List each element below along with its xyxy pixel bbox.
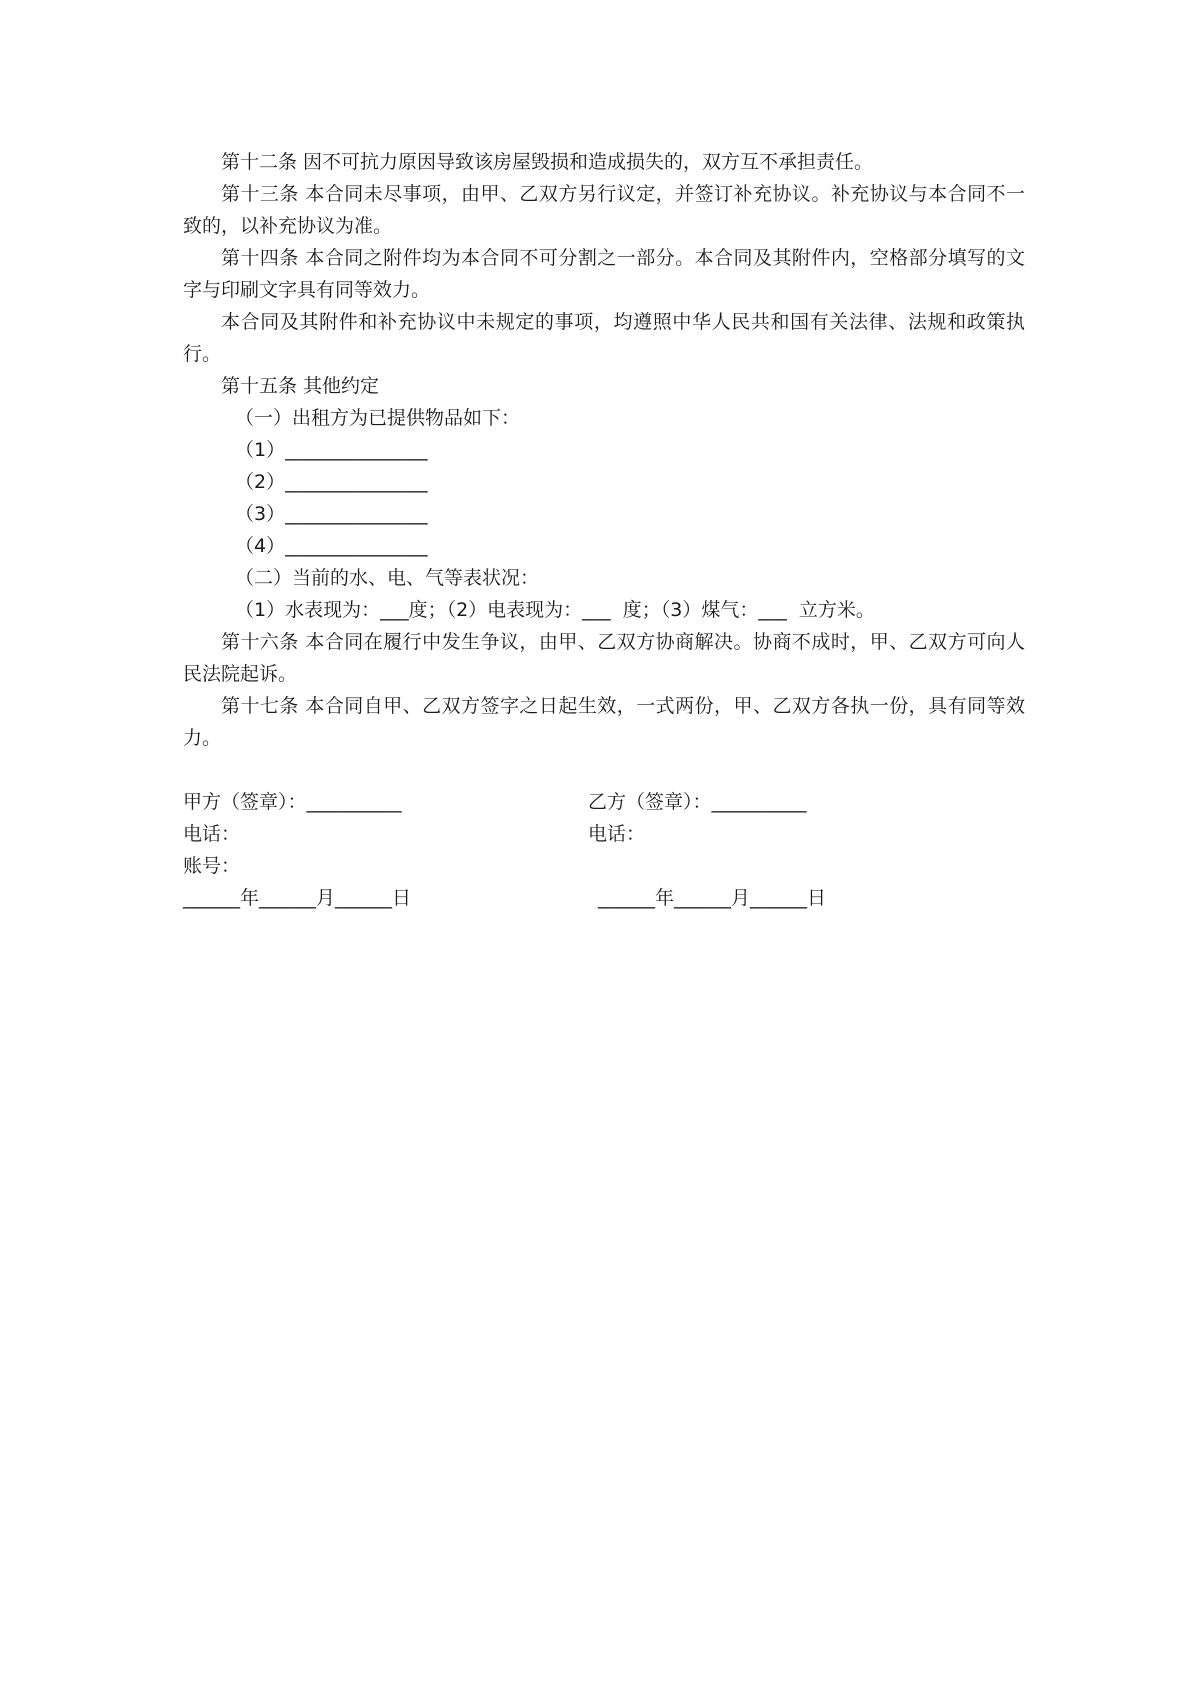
clause-12: 第十二条 因不可抗力原因导致该房屋毁损和造成损失的，双方互不承担责任。 xyxy=(221,151,874,173)
clause-15-title: 第十五条 其他约定 xyxy=(221,375,380,397)
party-a-date: ______年______月______日 xyxy=(183,887,412,909)
clause-15-item-4: （4）_______________ xyxy=(235,535,428,557)
party-b-phone: 电话： xyxy=(588,823,646,845)
clause-15-items-header: （一）出租方为已提供物品如下： xyxy=(235,407,521,429)
account-row xyxy=(183,850,1025,882)
clause-15-meters: （1）水表现为：___度；（2）电表现为：___ 度；（3）煤气：___ 立方米。 xyxy=(235,599,875,621)
date-row xyxy=(183,882,1025,914)
clause-14-supplement: 本合同及其附件和补充协议中未规定的事项，均遵照中华人民共和国有关法律、法规和政策执行。 xyxy=(183,311,1025,365)
clause-16: 第十六条 本合同在履行中发生争议，由甲、乙双方协商解决。协商不成时，甲、乙双方可向人民法院起诉。 xyxy=(183,631,1025,685)
clause-15-meters-header: （二）当前的水、电、气等表状况： xyxy=(235,567,540,589)
clause-15-item-2: （2）_______________ xyxy=(235,471,428,493)
contract-page xyxy=(183,146,1025,914)
party-b-account-empty xyxy=(588,850,1025,882)
party-b-signature: 乙方（签章）：__________ xyxy=(588,791,807,813)
party-b-date: ______年______月______日 xyxy=(598,887,827,909)
clause-14: 第十四条 本合同之附件均为本合同不可分割之一部分。本合同及其附件内，空格部分填写的文字与印刷文字具有同等效力。 xyxy=(183,247,1025,301)
clause-15-item-1: （1）_______________ xyxy=(235,439,428,461)
party-a-account: 账号： xyxy=(183,855,241,877)
clause-15-item-3: （3）_______________ xyxy=(235,503,428,525)
signature-row xyxy=(183,786,1025,818)
clause-13: 第十三条 本合同未尽事项，由甲、乙双方另行议定，并签订补充协议。补充协议与本合同不一致的，以补充协议为准。 xyxy=(183,183,1025,237)
party-a-signature: 甲方（签章）：__________ xyxy=(183,791,402,813)
clause-17: 第十七条 本合同自甲、乙双方签字之日起生效，一式两份，甲、乙双方各执一份，具有同等效力。 xyxy=(183,695,1025,749)
signature-spacer xyxy=(183,754,1025,786)
phone-row xyxy=(183,818,1025,850)
party-a-phone: 电话： xyxy=(183,823,241,845)
